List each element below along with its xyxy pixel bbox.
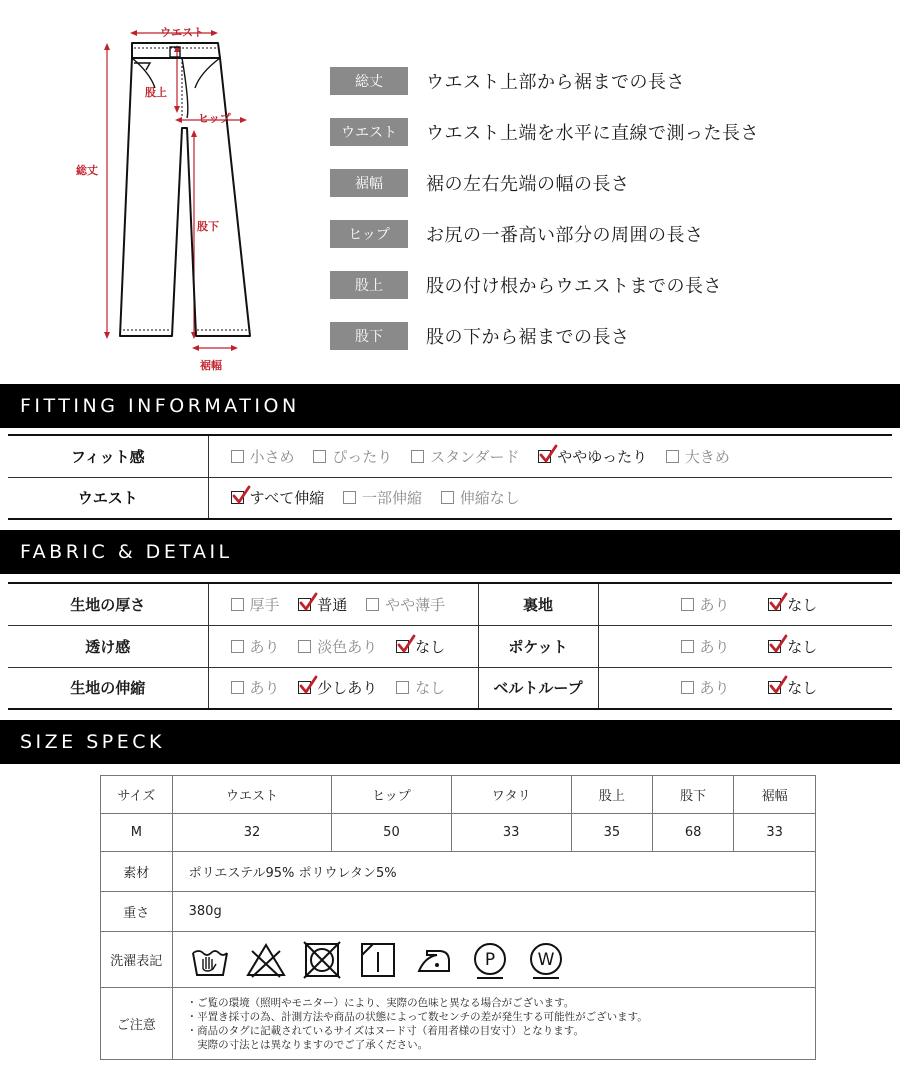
checkbox[interactable] bbox=[768, 598, 781, 611]
belt-loop-options bbox=[598, 667, 892, 709]
checkbox[interactable] bbox=[681, 640, 694, 653]
stretch-label: 生地の伸縮 bbox=[8, 667, 208, 709]
legend-term: 総丈 bbox=[330, 67, 408, 95]
legend-desc: 裾の左右先端の幅の長さ bbox=[426, 173, 630, 195]
checkbox-option[interactable] bbox=[396, 636, 445, 657]
checkbox[interactable] bbox=[366, 598, 379, 611]
note-line: ・ご覧の環境（照明やモニター）により、実際の色味と異なる場合がございます。 bbox=[186, 996, 575, 1009]
legend-row bbox=[330, 55, 850, 106]
lining-options bbox=[598, 583, 892, 625]
option-label: ややゆったり bbox=[557, 447, 648, 466]
legend-row bbox=[330, 106, 850, 157]
dry-clean-p-icon bbox=[469, 939, 511, 981]
checkbox-option[interactable] bbox=[666, 446, 730, 467]
hand-wash-icon bbox=[189, 939, 231, 981]
option-label: スタンダード bbox=[430, 447, 520, 466]
value-cell: 68 bbox=[653, 814, 734, 852]
checkbox[interactable] bbox=[396, 681, 409, 694]
checkbox[interactable] bbox=[231, 450, 244, 463]
weight-value: 380g bbox=[172, 892, 815, 932]
value-cell: 32 bbox=[172, 814, 332, 852]
legend-desc: お尻の一番高い部分の周囲の長さ bbox=[426, 224, 704, 246]
belt-loop-label: ベルトループ bbox=[478, 667, 598, 709]
checkbox[interactable] bbox=[441, 491, 454, 504]
material-row bbox=[101, 852, 816, 892]
checkbox-option[interactable] bbox=[343, 487, 422, 508]
checkbox[interactable] bbox=[231, 681, 244, 694]
care-row bbox=[101, 932, 816, 988]
checkbox[interactable] bbox=[298, 640, 311, 653]
weight-row bbox=[101, 892, 816, 932]
checkbox-option[interactable] bbox=[231, 487, 325, 508]
waist-dim-label: ウエスト bbox=[160, 26, 204, 39]
option-label: 伸縮なし bbox=[459, 489, 520, 508]
notes-cell bbox=[172, 988, 815, 1060]
legend-desc: 股の付け根からウエストまでの長さ bbox=[426, 275, 722, 297]
legend-desc: ウエスト上端を水平に直線で測った長さ bbox=[426, 122, 759, 144]
checkbox-option[interactable] bbox=[681, 636, 730, 657]
legend-desc: 股の下から裾までの長さ bbox=[426, 326, 630, 348]
weight-label: 重さ bbox=[101, 892, 173, 932]
checkbox[interactable] bbox=[666, 450, 679, 463]
checkbox[interactable] bbox=[298, 598, 311, 611]
option-label: すべて伸縮 bbox=[249, 489, 325, 508]
checkbox-option[interactable] bbox=[441, 487, 520, 508]
option-label: 大きめ bbox=[684, 447, 730, 466]
sheerness-label: 透け感 bbox=[8, 625, 208, 667]
option-label: 小さめ bbox=[249, 447, 295, 466]
no-tumble-dry-icon bbox=[301, 939, 343, 981]
material-label: 素材 bbox=[101, 852, 173, 892]
dry-clean-letter: P bbox=[484, 949, 495, 970]
checkbox[interactable] bbox=[681, 681, 694, 694]
checkbox-option[interactable] bbox=[231, 677, 280, 698]
legend-row bbox=[330, 157, 850, 208]
checkbox[interactable] bbox=[396, 640, 409, 653]
legend-term: 股下 bbox=[330, 322, 408, 350]
checkbox[interactable] bbox=[298, 681, 311, 694]
value-cell: 33 bbox=[451, 814, 571, 852]
care-symbols bbox=[172, 932, 815, 988]
line-dry-shade-icon bbox=[357, 939, 399, 981]
size-value-row bbox=[101, 814, 816, 852]
checkbox[interactable] bbox=[681, 598, 694, 611]
option-label: あり bbox=[699, 679, 730, 698]
checkbox-option[interactable] bbox=[768, 677, 817, 698]
checkbox-option[interactable] bbox=[366, 594, 445, 615]
fabric-row bbox=[8, 583, 892, 625]
fit-label: フィット感 bbox=[8, 435, 208, 477]
fabric-section-header: FABRIC & DETAIL bbox=[0, 530, 900, 574]
checkbox-option[interactable] bbox=[538, 446, 647, 467]
checkbox[interactable] bbox=[538, 450, 551, 463]
option-label: 少しあり bbox=[317, 679, 378, 698]
length-dim-label: 総丈 bbox=[76, 164, 98, 177]
fabric-table bbox=[8, 582, 892, 710]
option-label: なし bbox=[787, 595, 818, 614]
header-cell: 股上 bbox=[571, 776, 652, 814]
legend-term: 股上 bbox=[330, 271, 408, 299]
checkbox-option[interactable] bbox=[681, 677, 730, 698]
pants-illustration bbox=[60, 18, 320, 373]
measurement-legend bbox=[330, 55, 850, 361]
checkbox[interactable] bbox=[768, 681, 781, 694]
checkbox[interactable] bbox=[231, 640, 244, 653]
material-value: ポリエステル95% ポリウレタン5% bbox=[172, 852, 815, 892]
value-cell: 35 bbox=[571, 814, 652, 852]
notes-row bbox=[101, 988, 816, 1060]
legend-term: 裾幅 bbox=[330, 169, 408, 197]
option-label: あり bbox=[699, 595, 730, 614]
option-label: やや薄手 bbox=[385, 595, 446, 614]
sheerness-options bbox=[208, 625, 478, 667]
header-cell: 裾幅 bbox=[734, 776, 816, 814]
legend-term: ヒップ bbox=[330, 220, 408, 248]
option-label: あり bbox=[699, 637, 730, 656]
checkbox[interactable] bbox=[768, 640, 781, 653]
value-cell: M bbox=[101, 814, 173, 852]
checkbox-option[interactable] bbox=[298, 594, 347, 615]
checkmark-icon bbox=[298, 592, 318, 612]
lining-label: 裏地 bbox=[478, 583, 598, 625]
pocket-options bbox=[598, 625, 892, 667]
header-cell: サイズ bbox=[101, 776, 173, 814]
care-label: 洗濯表記 bbox=[101, 932, 173, 988]
fit-options bbox=[208, 435, 892, 477]
checkbox-option[interactable] bbox=[298, 677, 377, 698]
checkmark-icon bbox=[538, 444, 558, 464]
checkmark-icon bbox=[768, 675, 788, 695]
header-cell: ウエスト bbox=[172, 776, 332, 814]
inseam-dim-label: 股下 bbox=[197, 220, 219, 233]
wet-clean-letter: W bbox=[537, 949, 555, 970]
checkbox-option[interactable] bbox=[231, 446, 295, 467]
option-label: 普通 bbox=[317, 595, 348, 614]
value-cell: 33 bbox=[734, 814, 816, 852]
fitting-table bbox=[8, 434, 892, 520]
checkbox[interactable] bbox=[411, 450, 424, 463]
option-label: ぴったり bbox=[332, 447, 393, 466]
header-cell: ヒップ bbox=[332, 776, 451, 814]
size-table bbox=[100, 775, 816, 1060]
option-label: なし bbox=[787, 679, 818, 698]
checkbox-option[interactable] bbox=[313, 446, 392, 467]
thickness-label: 生地の厚さ bbox=[8, 583, 208, 625]
header-cell: 股下 bbox=[653, 776, 734, 814]
checkmark-icon bbox=[298, 675, 318, 695]
checkbox[interactable] bbox=[231, 491, 244, 504]
legend-term: ウエスト bbox=[330, 118, 408, 146]
low-iron-icon bbox=[413, 939, 455, 981]
checkbox-option[interactable] bbox=[231, 594, 280, 615]
legend-row bbox=[330, 208, 850, 259]
notes-list bbox=[173, 996, 815, 1052]
value-cell: 50 bbox=[332, 814, 451, 852]
checkmark-icon bbox=[396, 634, 416, 654]
checkbox[interactable] bbox=[313, 450, 326, 463]
fitting-section-header: FITTING INFORMATION bbox=[0, 384, 900, 428]
fitting-row bbox=[8, 435, 892, 477]
legend-row bbox=[330, 259, 850, 310]
checkmark-icon bbox=[231, 485, 251, 505]
waist-options bbox=[208, 477, 892, 519]
note-line: 実際の寸法とは異なりますのでご了承ください。 bbox=[186, 1038, 429, 1051]
checkbox-option[interactable] bbox=[298, 636, 377, 657]
hip-dim-label: ヒップ bbox=[198, 112, 231, 125]
checkmark-icon bbox=[768, 634, 788, 654]
checkbox-option[interactable] bbox=[411, 446, 519, 467]
header-cell: ワタリ bbox=[451, 776, 571, 814]
measurement-diagram bbox=[0, 0, 900, 378]
pocket-label: ポケット bbox=[478, 625, 598, 667]
notes-label: ご注意 bbox=[101, 988, 173, 1060]
fabric-row bbox=[8, 625, 892, 667]
option-label: あり bbox=[249, 637, 280, 656]
waist-row bbox=[8, 477, 892, 519]
checkbox-option[interactable] bbox=[231, 636, 280, 657]
option-label: なし bbox=[787, 637, 818, 656]
option-label: 厚手 bbox=[249, 595, 280, 614]
hem-dim-label: 裾幅 bbox=[200, 359, 222, 372]
option-label: なし bbox=[415, 637, 446, 656]
checkbox[interactable] bbox=[231, 598, 244, 611]
legend-desc: ウエスト上部から裾までの長さ bbox=[426, 71, 685, 93]
note-line: ・商品のタグに記載されているサイズはヌード寸（着用者様の目安寸）となります。 bbox=[186, 1024, 584, 1037]
no-bleach-icon bbox=[245, 939, 287, 981]
checkbox-option[interactable] bbox=[768, 594, 817, 615]
size-section-header: SIZE SPECK bbox=[0, 720, 900, 764]
option-label: 淡色あり bbox=[317, 637, 378, 656]
option-label: 一部伸縮 bbox=[361, 489, 422, 508]
checkbox-option[interactable] bbox=[396, 677, 445, 698]
size-header-row bbox=[101, 776, 816, 814]
checkmark-icon bbox=[768, 592, 788, 612]
stretch-options bbox=[208, 667, 478, 709]
checkbox[interactable] bbox=[343, 491, 356, 504]
rise-dim-label: 股上 bbox=[145, 86, 167, 99]
option-label: なし bbox=[415, 679, 446, 698]
waist-label: ウエスト bbox=[8, 477, 208, 519]
thickness-options bbox=[208, 583, 478, 625]
legend-row bbox=[330, 310, 850, 361]
checkbox-option[interactable] bbox=[681, 594, 730, 615]
wet-clean-w-icon bbox=[525, 939, 567, 981]
option-label: あり bbox=[249, 679, 280, 698]
fabric-row bbox=[8, 667, 892, 709]
checkbox-option[interactable] bbox=[768, 636, 817, 657]
note-line: ・平置き採寸の為、計測方法や商品の状態によって数センチの差が発生する可能性がございます。 bbox=[186, 1010, 648, 1023]
